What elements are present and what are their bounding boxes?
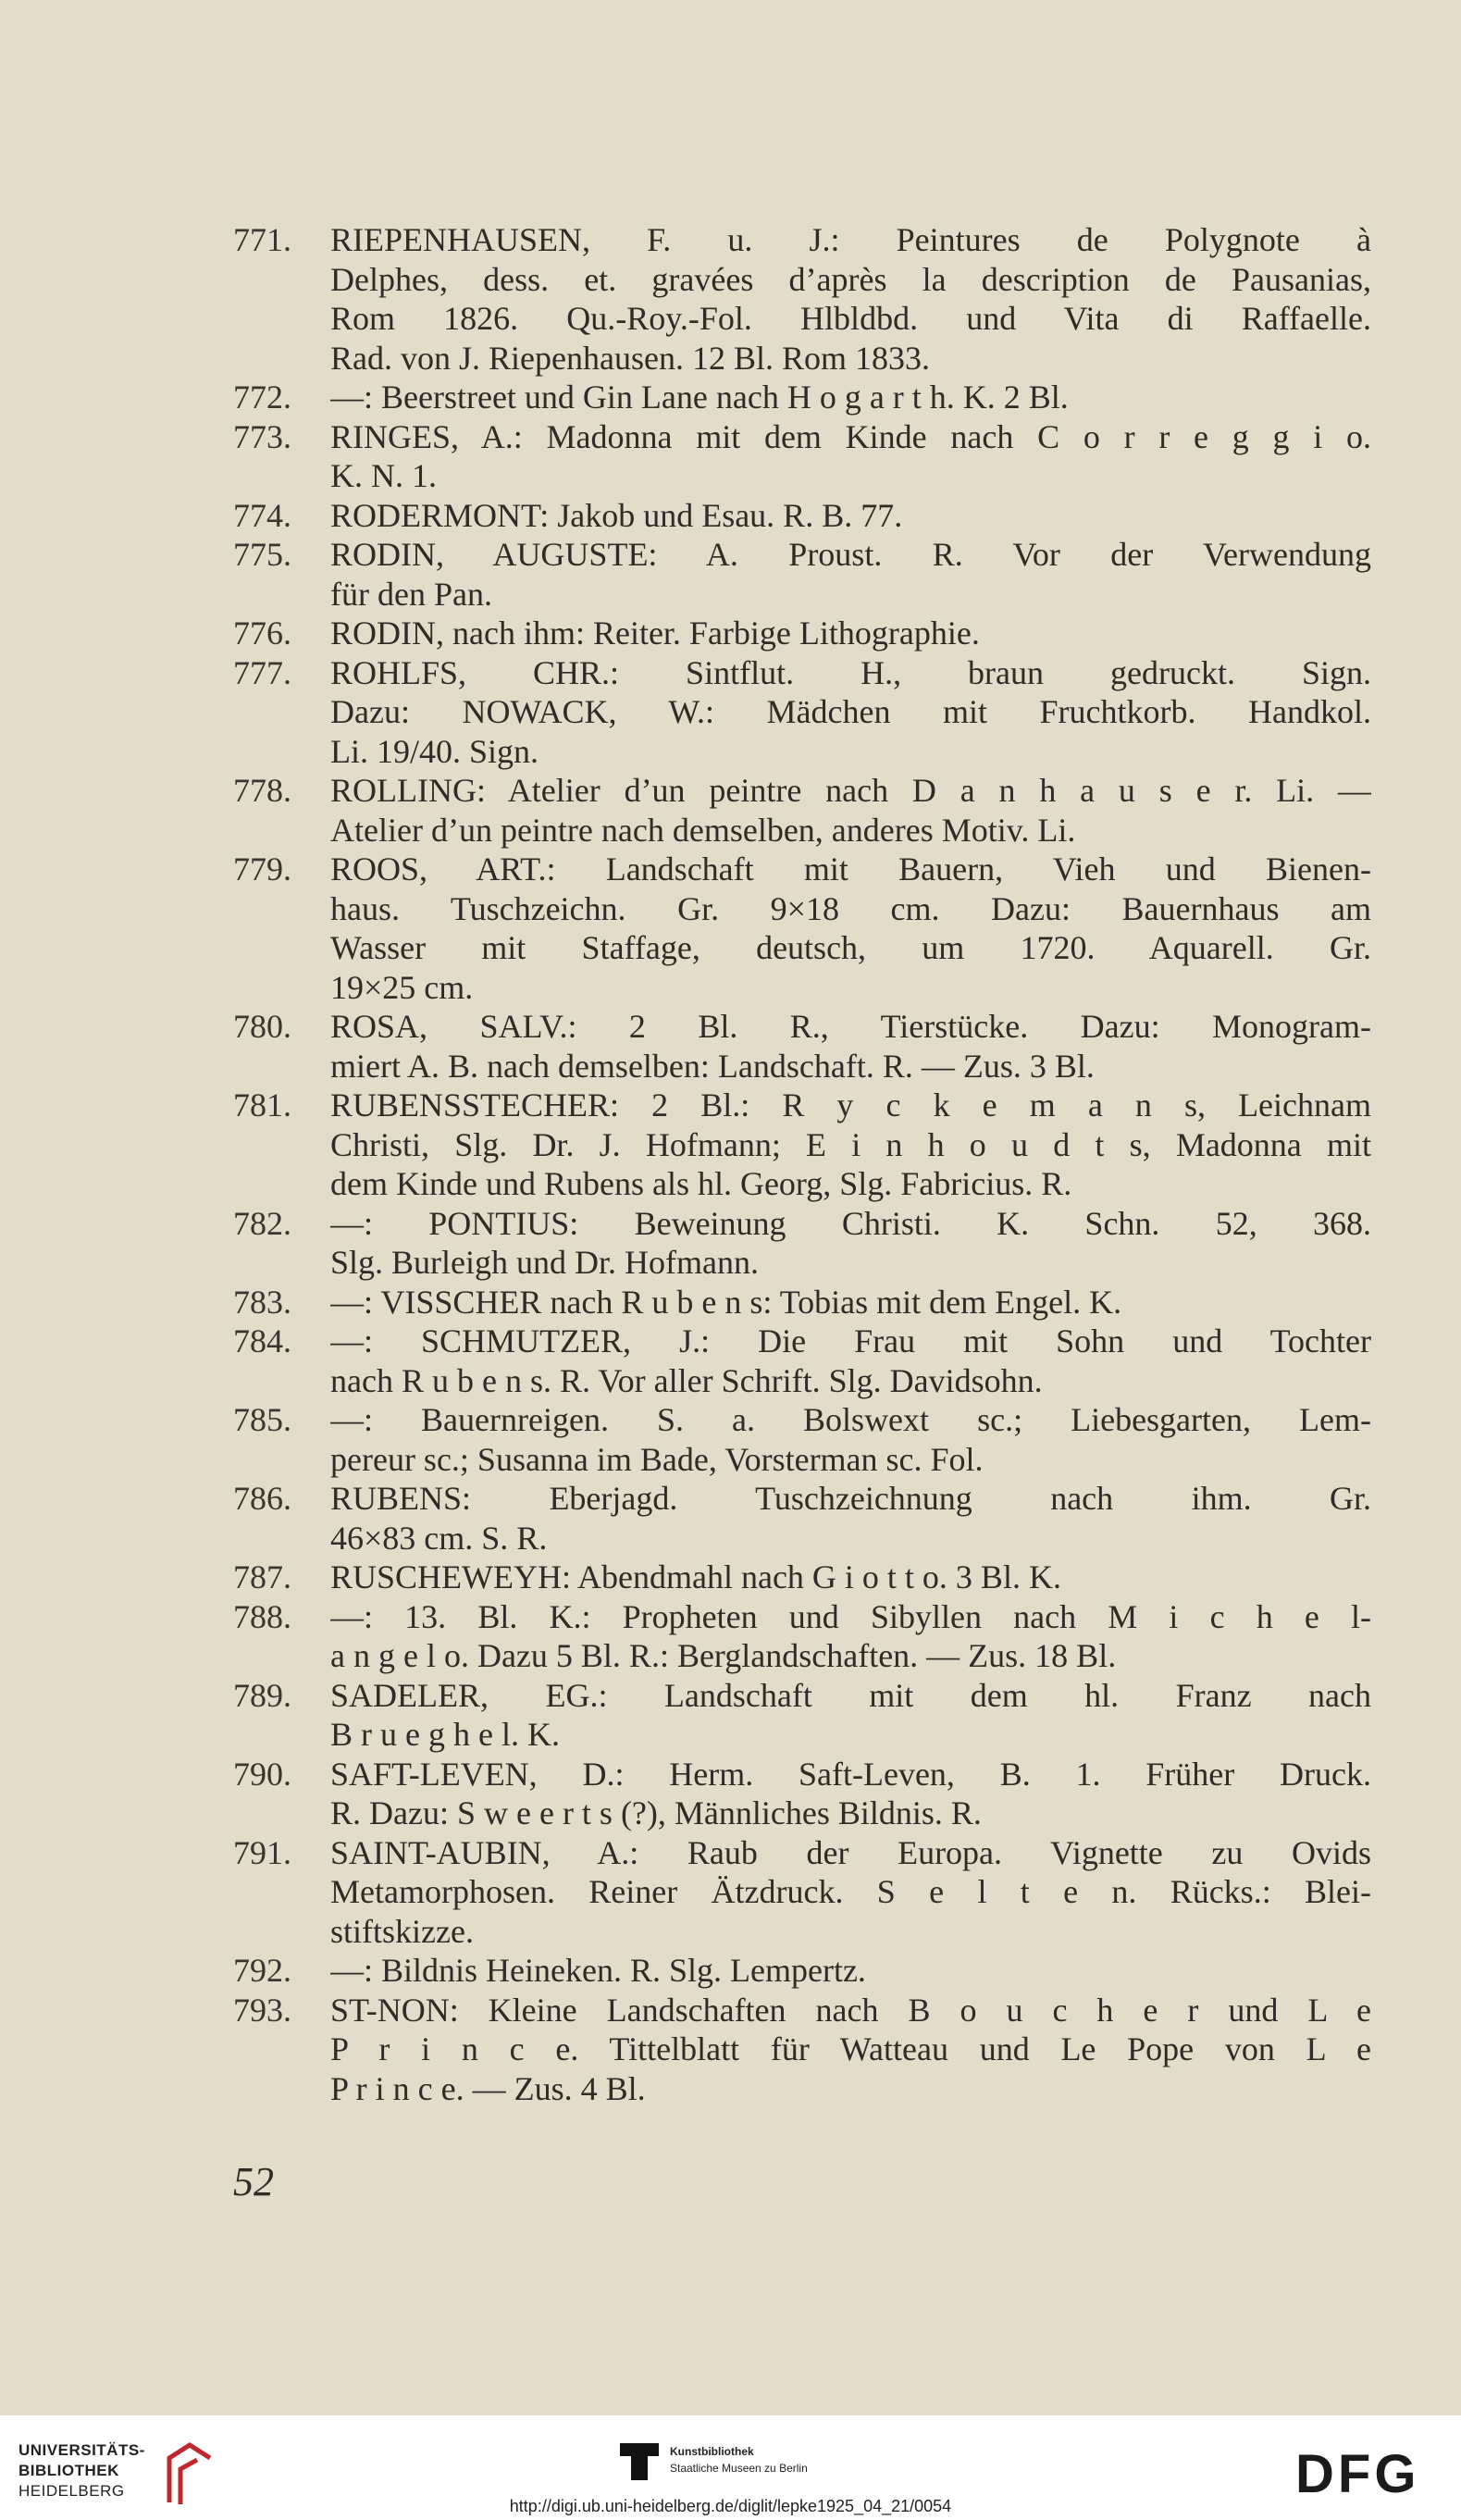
entry-number: 772. <box>233 379 291 416</box>
entry-number: 780. <box>233 1008 291 1045</box>
entry-number: 785. <box>233 1401 291 1438</box>
catalog-entry <box>233 1991 1371 2109</box>
catalog-entry <box>233 1479 1371 1558</box>
entry-line: P r i n c e. Tittelblatt für Watteau und Le Pope von L e <box>330 2030 1371 2067</box>
entry-line: —: Bildnis Heineken. R. Slg. Lempertz. <box>330 1952 866 1989</box>
entry-line: Rom 1826. Qu.-Roy.-Fol. Hlbldbd. und Vita di Raffaelle. <box>330 300 1371 337</box>
entry-number: 778. <box>233 772 291 809</box>
entry-number: 792. <box>233 1952 291 1989</box>
entry-text <box>330 850 1371 1007</box>
entry-number: 776. <box>233 614 291 652</box>
entry-number: 779. <box>233 850 291 888</box>
entry-text <box>330 1676 1371 1755</box>
entry-line: Dazu: NOWACK, W.: Mädchen mit Fruchtkorb. Handkol. <box>330 693 1371 730</box>
entry-line: für den Pan. <box>330 575 492 613</box>
entry-text <box>330 220 1371 378</box>
source-url-link[interactable]: http://digi.ub.uni-heidelberg.de/diglit/lepke1925_04_21/0054 <box>509 2497 952 2515</box>
entry-line: RUSCHEWEYH: Abendmahl nach G i o t t o. 3 Bl. K. <box>330 1558 1061 1595</box>
entry-line: —: 13. Bl. K.: Propheten und Sibyllen nach M i c h e l- <box>330 1597 1371 1635</box>
entry-text <box>330 1991 1371 2109</box>
entry-line: Slg. Burleigh und Dr. Hofmann. <box>330 1244 759 1281</box>
catalog-entry <box>233 771 1371 850</box>
entry-text <box>330 1558 1371 1597</box>
catalog-entry <box>233 1322 1371 1400</box>
entry-number: 773. <box>233 417 291 455</box>
entry-line: ROHLFS, CHR.: Sintflut. H., braun gedruckt. Sign. <box>330 653 1371 691</box>
entry-line: RODIN, nach ihm: Reiter. Farbige Lithographie. <box>330 614 980 652</box>
entry-line: RODERMONT: Jakob und Esau. R. B. 77. <box>330 496 903 534</box>
catalog-entry <box>233 1951 1371 1991</box>
entry-number: 784. <box>233 1322 291 1359</box>
entry-line: Atelier d’un peintre nach demselben, anderes Motiv. Li. <box>330 811 1076 849</box>
entry-line: RUBENS: Eberjagd. Tuschzeichnung nach ihm. Gr. <box>330 1480 1371 1517</box>
page-number: 52 <box>233 2159 274 2204</box>
catalog-entry <box>233 535 1371 614</box>
entry-line: ROLLING: Atelier d’un peintre nach D a n h a u s e r. Li. — <box>330 772 1371 809</box>
entry-text <box>330 417 1371 496</box>
catalog-entry <box>233 1833 1371 1952</box>
catalog-entry <box>233 1086 1371 1204</box>
entry-line: Li. 19/40. Sign. <box>330 732 539 770</box>
entry-line: Rad. von J. Riepenhausen. 12 Bl. Rom 1833. <box>330 339 930 377</box>
entry-line: —: VISSCHER nach R u b e n s: Tobias mit dem Engel. K. <box>330 1283 1122 1321</box>
catalog-entry <box>233 1204 1371 1283</box>
catalog-entry <box>233 1597 1371 1676</box>
catalog-entry <box>233 1283 1371 1322</box>
catalog-entry <box>233 1755 1371 1833</box>
entry-line: SAINT-AUBIN, A.: Raub der Europa. Vignette zu Ovids <box>330 1833 1371 1871</box>
entry-text <box>330 378 1371 417</box>
entry-text <box>330 614 1371 653</box>
entry-number: 771. <box>233 221 291 258</box>
entry-number: 782. <box>233 1204 291 1242</box>
entry-line: RIEPENHAUSEN, F. u. J.: Peintures de Polygnote à <box>330 221 1371 258</box>
catalog-entry <box>233 1558 1371 1597</box>
entry-text <box>330 1951 1371 1991</box>
entry-number: 781. <box>233 1086 291 1123</box>
entry-text <box>330 1322 1371 1400</box>
uni-logo-line3: HEIDELBERG <box>19 2482 125 2500</box>
entry-text <box>330 653 1371 772</box>
entry-text <box>330 1400 1371 1479</box>
entry-number: 783. <box>233 1283 291 1321</box>
entry-line: stiftskizze. <box>330 1912 474 1950</box>
entry-number: 789. <box>233 1676 291 1714</box>
entry-line: Metamorphosen. Reiner Ätzdruck. S e l t e n. Rücks.: Blei- <box>330 1873 1371 1910</box>
entry-number: 790. <box>233 1755 291 1793</box>
uni-logo-line2: BIBLIOTHEK <box>19 2462 119 2479</box>
kunstbibliothek-logo <box>620 2436 861 2491</box>
entry-number: 786. <box>233 1480 291 1517</box>
entry-number: 775. <box>233 536 291 573</box>
entry-line: —: SCHMUTZER, J.: Die Frau mit Sohn und Tochter <box>330 1322 1371 1359</box>
entry-text <box>330 1479 1371 1558</box>
entry-line: B r u e g h e l. K. <box>330 1716 560 1753</box>
uni-logo-line1: UNIVERSITÄTS- <box>19 2441 145 2459</box>
entry-line: Delphes, dess. et. gravées d’après la description de Pausanias, <box>330 260 1371 298</box>
entry-number: 788. <box>233 1597 291 1635</box>
entry-number: 791. <box>233 1833 291 1871</box>
entry-line: pereur sc.; Susanna im Bade, Vorsterman sc. Fol. <box>330 1440 984 1478</box>
entry-number: 777. <box>233 653 291 691</box>
entry-line: dem Kinde und Rubens als hl. Georg, Slg. Fabricius. R. <box>330 1165 1072 1202</box>
entry-line: —: Bauernreigen. S. a. Bolswext sc.; Liebesgarten, Lem- <box>330 1401 1371 1438</box>
entry-line: ST-NON: Kleine Landschaften nach B o u c h e r und L e <box>330 1991 1371 2029</box>
dfg-logo: DFG <box>1295 2444 1420 2504</box>
entry-line: —: Beerstreet und Gin Lane nach H o g a r t h. K. 2 Bl. <box>330 379 1069 416</box>
entry-line: nach R u b e n s. R. Vor aller Schrift. Slg. Davidsohn. <box>330 1361 1043 1399</box>
entry-number: 787. <box>233 1558 291 1595</box>
kb-line2: Staatliche Museen zu Berlin <box>670 2462 808 2475</box>
entry-text <box>330 1086 1371 1204</box>
entry-line: miert A. B. nach demselben: Landschaft. R. — Zus. 3 Bl. <box>330 1047 1095 1085</box>
catalog-entries <box>233 220 1371 2108</box>
entry-line: Wasser mit Staffage, deutsch, um 1720. Aquarell. Gr. <box>330 929 1371 966</box>
kunstbibliothek-emblem-icon <box>620 2443 659 2480</box>
entry-line: Christi, Slg. Dr. J. Hofmann; E i n h o u d t s, Madonna mit <box>330 1125 1371 1163</box>
entry-line: R. Dazu: S w e e r t s (?), Männliches Bildnis. R. <box>330 1794 982 1831</box>
entry-text <box>330 1833 1371 1952</box>
catalog-entry <box>233 614 1371 653</box>
catalog-entry <box>233 1400 1371 1479</box>
footer <box>0 2415 1461 2520</box>
catalog-entry <box>233 1676 1371 1755</box>
catalog-entry <box>233 653 1371 772</box>
entry-line: ROOS, ART.: Landschaft mit Bauern, Vieh und Bienen- <box>330 850 1371 888</box>
entry-line: 46×83 cm. S. R. <box>330 1519 548 1557</box>
entry-text <box>330 1007 1371 1086</box>
catalog-entry <box>233 496 1371 536</box>
catalog-entry <box>233 850 1371 1007</box>
entry-text <box>330 1204 1371 1283</box>
catalog-entry <box>233 220 1371 378</box>
entry-line: K. N. 1. <box>330 457 437 494</box>
entry-line: SADELER, EG.: Landschaft mit dem hl. Franz nach <box>330 1676 1371 1714</box>
kb-line1: Kunstbibliothek <box>670 2445 754 2458</box>
entry-line: RINGES, A.: Madonna mit dem Kinde nach C o r r e g g i o. <box>330 417 1371 455</box>
entry-text <box>330 535 1371 614</box>
entry-line: SAFT-LEVEN, D.: Herm. Saft-Leven, B. 1. Früher Druck. <box>330 1755 1371 1793</box>
entry-line: 19×25 cm. <box>330 968 474 1006</box>
entry-text <box>330 1755 1371 1833</box>
entry-line: —: PONTIUS: Beweinung Christi. K. Schn. 52, 368. <box>330 1204 1371 1242</box>
catalog-entry <box>233 1007 1371 1086</box>
catalog-entry <box>233 417 1371 496</box>
entry-line: a n g e l o. Dazu 5 Bl. R.: Berglandschaften. — Zus. 18 Bl. <box>330 1637 1117 1674</box>
entry-text <box>330 1283 1371 1322</box>
entry-line: haus. Tuschzeichn. Gr. 9×18 cm. Dazu: Bauernhaus am <box>330 889 1371 927</box>
entry-text <box>330 771 1371 850</box>
entry-line: RODIN, AUGUSTE: A. Proust. R. Vor der Verwendung <box>330 536 1371 573</box>
entry-line: RUBENSSTECHER: 2 Bl.: R y c k e m a n s, Leichnam <box>330 1086 1371 1123</box>
entry-line: ROSA, SALV.: 2 Bl. R., Tierstücke. Dazu: Monogram- <box>330 1008 1371 1045</box>
entry-number: 793. <box>233 1991 291 2029</box>
entry-line: P r i n c e. — Zus. 4 Bl. <box>330 2069 646 2107</box>
entry-text <box>330 1597 1371 1676</box>
entry-text <box>330 496 1371 536</box>
catalog-entry <box>233 378 1371 417</box>
entry-number: 774. <box>233 496 291 534</box>
